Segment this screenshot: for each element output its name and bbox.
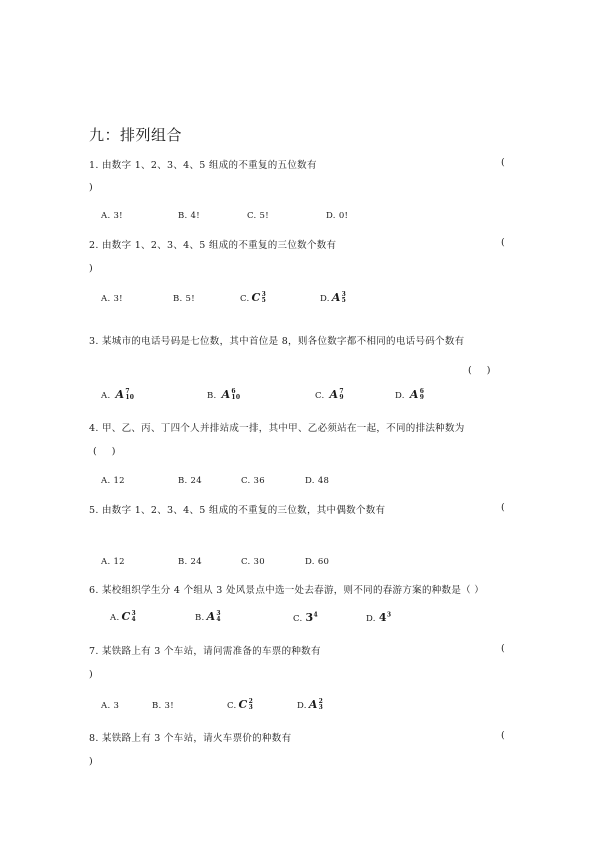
question-2-option-c (240, 291, 266, 304)
question-7-option-d: D. A 2 3 (297, 698, 324, 711)
question-8-paren-open: ( (501, 730, 505, 741)
combination-symbol: C 2 3 (238, 698, 254, 711)
question-3-option-b: B. A 6 10 (207, 388, 241, 401)
power-expression: $4^3$ (378, 611, 392, 624)
question-4-text: 4. 甲、乙、丙、丁四个人并排站成一排，其中甲、乙必须站在一起，不同的排法种数为 (89, 423, 465, 434)
question-4-option-c: C. 36 (241, 476, 265, 486)
combination-symbol: C 3 4 (121, 610, 136, 623)
question-3-text: 3. 某城市的电话号码是七位数，其中首位是 8，则各位数字都不相同的电话号码个数有 (89, 336, 465, 347)
arrangement-symbol: A 7 10 (115, 388, 135, 401)
question-7-text: 7. 某铁路上有 3 个车站，请问需准备的车票的种数有 (89, 646, 321, 657)
power-expression: $3^4$ (305, 611, 318, 624)
arrangement-symbol: A 6 9 (409, 388, 425, 401)
question-5-option-a: A. 12 (101, 557, 125, 567)
question-1-paren-open: ( (501, 157, 505, 168)
question-1-option-c: C. 5! (247, 211, 269, 221)
question-7-option-a: A. 3 (101, 701, 120, 711)
option-letter: C. (240, 294, 250, 304)
combination-symbol: C 3 5 (251, 291, 267, 304)
question-2-option-b: B. 5! (173, 294, 195, 304)
question-6-option-c: C. $3^4$ (293, 611, 318, 624)
question-1-text: 1. 由数字 1、2、3、4、5 组成的不重复的五位数有 (89, 160, 317, 171)
question-6-option-d: D. $4^3$ (366, 611, 392, 624)
question-8-text: 8. 某铁路上有 3 个车站，请火车票价的种数有 (89, 733, 292, 744)
question-6-option-b: B. A 3 4 (195, 610, 221, 623)
question-4-paren: ( ) (93, 446, 116, 457)
question-5-paren-open: ( (501, 502, 505, 513)
section-title: 九：排列组合 (89, 126, 183, 144)
arrangement-symbol: A 3 5 (331, 291, 347, 304)
question-6-text: 6. 某校组织学生分 4 个组从 3 处风景点中选一处去春游，则不同的春游方案的种数是（ ） (89, 585, 485, 596)
question-2-paren-open: ( (501, 237, 505, 248)
question-3-paren: ( ) (468, 365, 491, 376)
question-7-paren-close: ) (89, 669, 93, 680)
question-5-text: 5. 由数字 1、2、3、4、5 组成的不重复的三位数，其中偶数个数有 (89, 505, 386, 516)
question-1-paren-close: ) (89, 182, 93, 193)
question-1-option-b: B. 4! (178, 211, 200, 221)
question-8-paren-close: ) (89, 756, 93, 767)
question-4-option-d: D. 48 (305, 476, 330, 486)
arrangement-symbol: A 3 4 (206, 610, 221, 623)
question-2-paren-close: ) (89, 263, 93, 274)
question-3-option-d: D. A 6 9 (395, 388, 425, 401)
question-3-option-a: A. A 7 10 (101, 388, 135, 401)
arrangement-symbol: A 2 3 (308, 698, 324, 711)
question-5-option-b: B. 24 (178, 557, 202, 567)
question-7-paren-open: ( (501, 643, 505, 654)
arrangement-symbol: A 6 10 (221, 388, 241, 401)
question-5-option-d: D. 60 (305, 557, 330, 567)
arrangement-symbol: A 7 9 (329, 388, 344, 401)
question-7-option-b: B. 3! (152, 701, 174, 711)
question-2-option-a: A. 3! (101, 294, 123, 304)
question-2-text: 2. 由数字 1、2、3、4、5 组成的不重复的三位数个数有 (89, 240, 337, 251)
question-2-option-d (320, 291, 346, 304)
question-4-option-b: B. 24 (178, 476, 202, 486)
question-1-option-d: D. 0! (326, 211, 349, 221)
option-letter: D. (320, 294, 330, 304)
question-5-option-c: C. 30 (241, 557, 265, 567)
question-7-option-c: C. C 2 3 (227, 698, 254, 711)
question-1-option-a: A. 3! (101, 211, 123, 221)
question-3-option-c: C. A 7 9 (315, 388, 344, 401)
question-4-option-a: A. 12 (101, 476, 125, 486)
question-6-option-a: A. C 3 4 (110, 610, 136, 623)
